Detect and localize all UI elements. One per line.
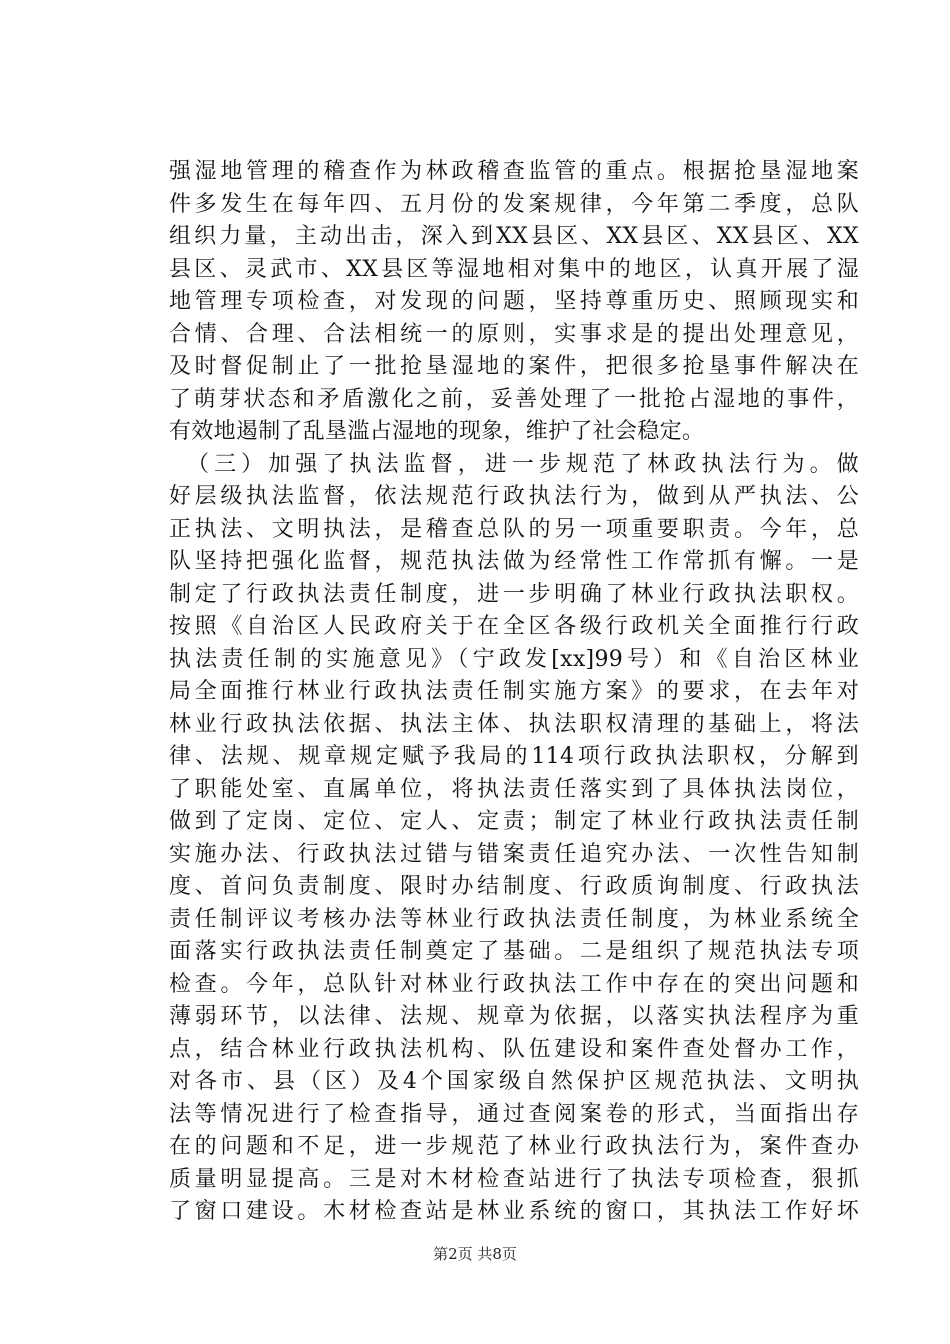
text-line: 组织力量，主动出击，深入到XX县区、XX县区、XX县区、XX (169, 224, 859, 249)
text-line: 制定了行政执法责任制度，进一步明确了林业行政执法职权。 (169, 581, 859, 607)
text-line: 度、首问负责制度、限时办结制度、行政质询制度、行政执法 (169, 874, 859, 899)
text-line: 法等情况进行了检查指导，通过查阅案卷的形式，当面指出存 (169, 1101, 859, 1127)
text-line: 按照《自治区人民政府关于在全区各级行政机关全面推行行政 (169, 614, 859, 639)
text-line: 质量明显提高。三是对木材检查站进行了执法专项检查，狠抓 (169, 1166, 859, 1192)
page-footer (0, 1244, 950, 1264)
text-line: 薄弱环节，以法律、法规、规章为依据，以落实执法程序为重 (169, 1004, 859, 1029)
text-line: 林业行政执法依据、执法主体、执法职权清理的基础上，将法 (169, 711, 859, 737)
page-number: 第2页 共8页 (433, 1245, 517, 1263)
text-line: 对各市、县（区）及4个国家级自然保护区规范执法、文明执 (169, 1069, 859, 1094)
text-line: 县区、灵武市、XX县区等湿地相对集中的地区，认真开展了湿 (169, 256, 859, 282)
text-line: 地管理专项检查，对发现的问题，坚持尊重历史、照顾现实和 (169, 289, 859, 314)
text-line: 做到了定岗、定位、定人、定责；制定了林业行政执法责任制 (169, 809, 859, 834)
body-text (169, 156, 859, 1229)
text-line: 了窗口建设。木材检查站是林业系统的窗口，其执法工作好坏 (169, 1199, 859, 1224)
section-heading-line: （三）加强了执法监督，进一步规范了林政执法行为。做 (187, 451, 859, 477)
text-line: 在的问题和不足，进一步规范了林业行政执法行为，案件查办 (169, 1134, 859, 1159)
text-line: 局全面推行林业行政执法责任制实施方案》的要求，在去年对 (169, 679, 859, 704)
text-line: 及时督促制止了一批抢垦湿地的案件，把很多抢垦事件解决在 (169, 354, 859, 379)
text-line: 面落实行政执法责任制奠定了基础。二是组织了规范执法专项 (169, 939, 859, 964)
text-line: 队坚持把强化监督，规范执法做为经常性工作常抓有懈。一是 (169, 549, 859, 574)
text-line: 有效地遏制了乱垦滥占湿地的现象，维护了社会稳定。 (169, 419, 705, 444)
text-line: 了职能处室、直属单位，将执法责任落实到了具体执法岗位， (169, 776, 859, 802)
text-line: 点，结合林业行政执法机构、队伍建设和案件查处督办工作， (169, 1036, 859, 1062)
text-line: 实施办法、行政执法过错与错案责任追究办法、一次性告知制 (169, 841, 859, 867)
text-line: 件多发生在每年四、五月份的发案规律，今年第二季度，总队 (169, 191, 859, 217)
text-line: 检查。今年，总队针对林业行政执法工作中存在的突出问题和 (169, 971, 859, 997)
text-line: 责任制评议考核办法等林业行政执法责任制度，为林业系统全 (169, 906, 859, 932)
text-line: 律、法规、规章规定赋予我局的114项行政执法职权，分解到 (169, 744, 859, 769)
text-line: 合情、合理、合法相统一的原则，实事求是的提出处理意见， (169, 321, 859, 347)
text-line: 执法责任制的实施意见》（宁政发[xx]99号）和《自治区林业 (169, 646, 859, 672)
text-line: 强湿地管理的稽查作为林政稽查监管的重点。根据抢垦湿地案 (169, 159, 859, 184)
text-line: 正执法、文明执法，是稽查总队的另一项重要职责。今年，总 (169, 516, 859, 542)
text-line: 了萌芽状态和矛盾激化之前，妥善处理了一批抢占湿地的事件， (169, 386, 859, 412)
text-line: 好层级执法监督，依法规范行政执法行为，做到从严执法、公 (169, 484, 859, 509)
